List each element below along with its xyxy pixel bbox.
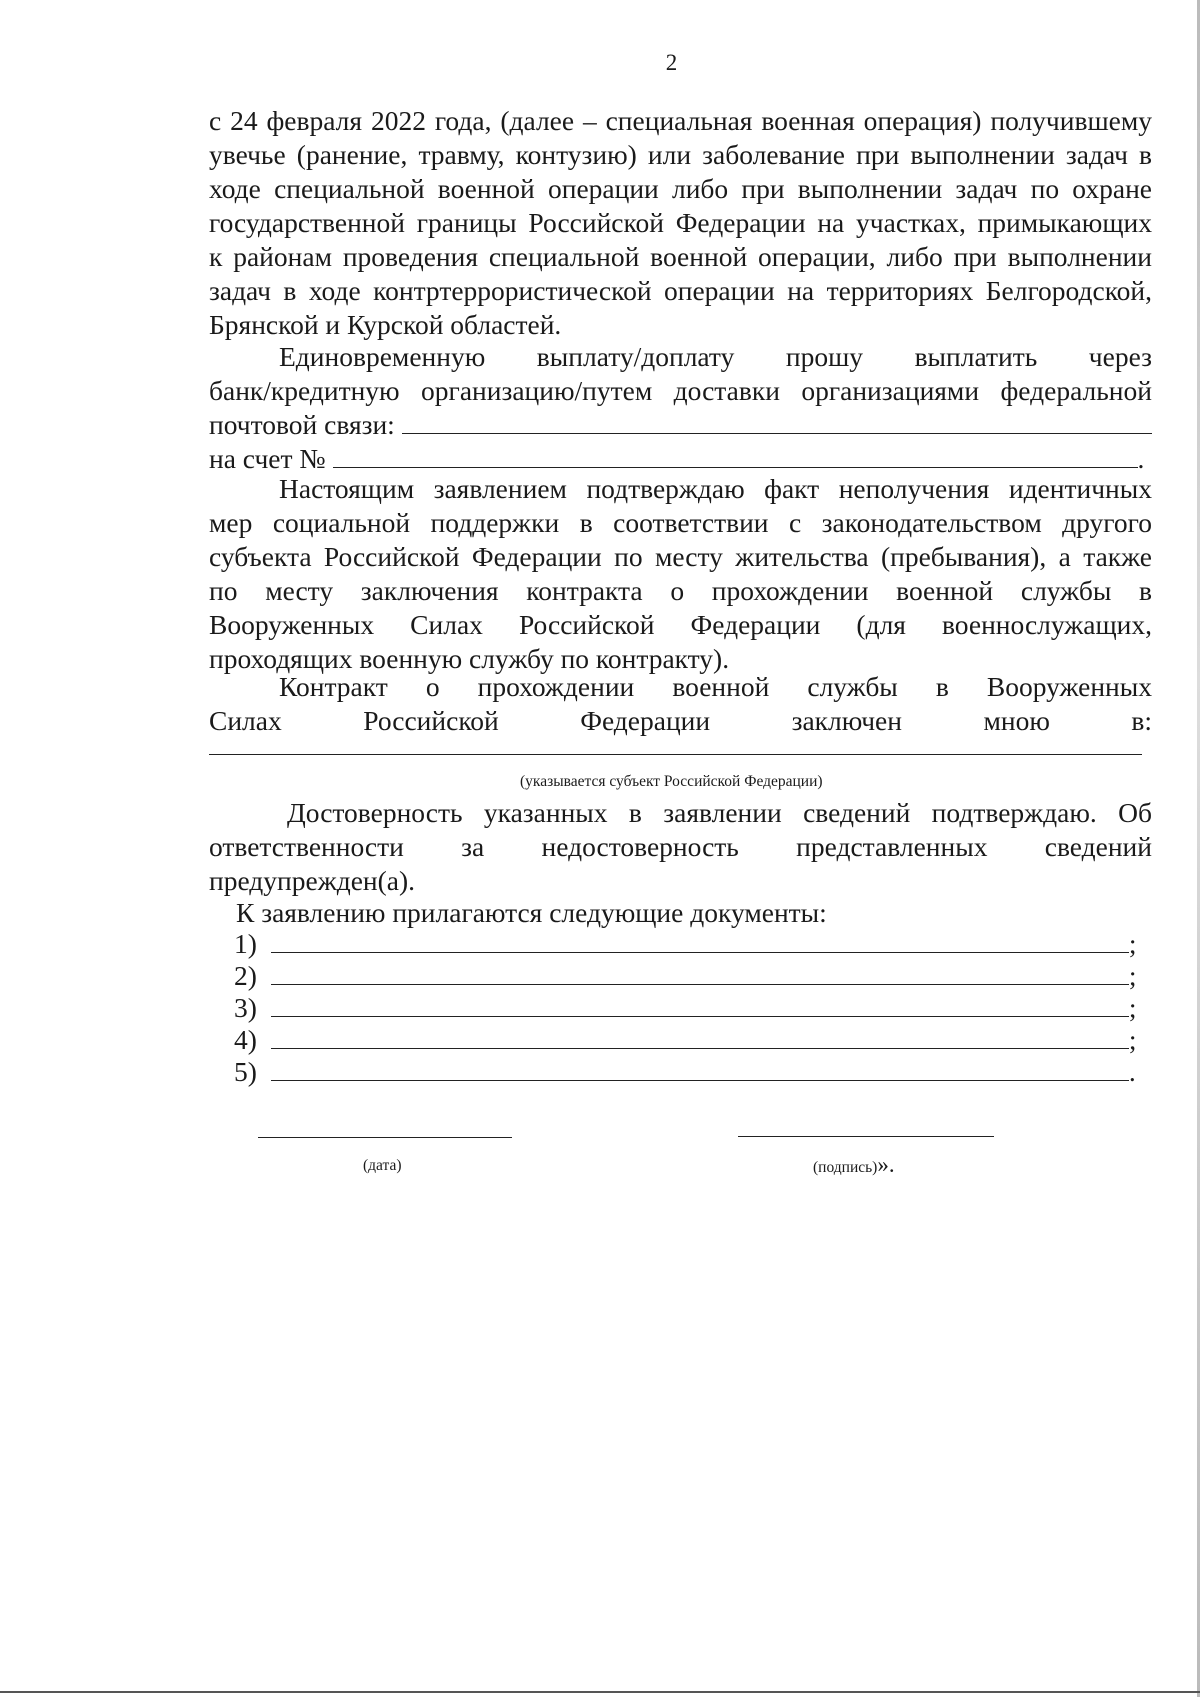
postal-field[interactable] xyxy=(402,409,1152,434)
attachment-item xyxy=(234,960,1137,992)
closing-quote: ». xyxy=(877,1152,895,1177)
paragraph-attestation xyxy=(209,796,1152,898)
date-field[interactable] xyxy=(258,1137,512,1138)
text-line: задач в ходе контртеррористической операции на территориях Белгородской, xyxy=(209,275,1152,306)
attachment-item xyxy=(234,928,1137,960)
paragraph-non-receipt xyxy=(209,472,1152,676)
scan-bottom-edge xyxy=(0,1691,1200,1693)
account-end: . xyxy=(1137,443,1145,474)
account-line xyxy=(209,442,1152,476)
attachment-item xyxy=(234,1056,1136,1088)
date-caption: (дата) xyxy=(363,1157,402,1174)
attachment-number: 4) xyxy=(234,1024,257,1055)
text-line: Силах Российской Федерации заключен мною в: xyxy=(209,705,1152,736)
page-number: 2 xyxy=(665,50,678,75)
attachment-number: 2) xyxy=(234,960,257,991)
attachment-field[interactable] xyxy=(271,1056,1129,1081)
postal-label: почтовой связи: xyxy=(209,409,395,440)
attachment-number: 5) xyxy=(234,1056,257,1087)
postal-line xyxy=(209,408,1152,442)
subject-caption: (указывается субъект Российской Федерации) xyxy=(520,773,823,790)
text-line: увечье (ранение, травму, контузию) или заболевание при выполнении задач в xyxy=(209,139,1152,170)
attachment-field[interactable] xyxy=(271,960,1129,985)
text-line: субъекта Российской Федерации по месту жительства (пребывания), а также xyxy=(209,541,1152,572)
subject-field[interactable] xyxy=(209,754,1142,755)
attachment-item xyxy=(234,992,1137,1024)
signature-field[interactable] xyxy=(738,1136,994,1137)
paragraph-payment xyxy=(209,340,1152,476)
text-line: предупрежден(а). xyxy=(209,865,416,896)
attachment-number: 1) xyxy=(234,928,257,959)
attachment-number: 3) xyxy=(234,992,257,1023)
text-line: Настоящим заявлением подтверждаю факт неполучения идентичных xyxy=(279,473,1152,504)
text-line: с 24 февраля 2022 года, (далее – специальная военная операция) получившему xyxy=(209,105,1152,136)
text-line: банк/кредитную организацию/путем доставки организациями федеральной xyxy=(209,375,1152,406)
attachment-item xyxy=(234,1024,1137,1056)
attachment-end: ; xyxy=(1128,992,1137,1023)
text-line: Достоверность указанных в заявлении сведений подтверждаю. Об xyxy=(287,797,1152,828)
attachment-field[interactable] xyxy=(271,992,1129,1017)
text-line: Единовременную выплату/доплату прошу выплатить через xyxy=(279,341,1152,372)
text-line: ответственности за недостоверность представленных сведений xyxy=(209,831,1152,862)
paragraph-injury xyxy=(209,104,1152,342)
attachment-end: . xyxy=(1128,1056,1136,1087)
signature-caption: (подпись) xyxy=(813,1159,878,1176)
attachment-end: ; xyxy=(1128,1024,1137,1055)
account-label: на счет № xyxy=(209,443,326,474)
text-line: проходящих военную службу по контракту). xyxy=(209,643,730,674)
attachments-heading: К заявлению прилагаются следующие документы: xyxy=(236,897,827,928)
account-field[interactable] xyxy=(333,443,1138,468)
text-line: мер социальной поддержки в соответствии с законодательством другого xyxy=(209,507,1152,538)
text-line: ходе специальной военной операции либо при выполнении задач по охране xyxy=(209,173,1152,204)
attachment-field[interactable] xyxy=(271,1024,1129,1049)
paragraph-contract xyxy=(209,670,1152,738)
text-line: Вооруженных Силах Российской Федерации (для военнослужащих, xyxy=(209,609,1152,640)
text-line: государственной границы Российской Федерации на участках, примыкающих xyxy=(209,207,1152,238)
text-line: Контракт о прохождении военной службы в Вооруженных xyxy=(279,671,1152,702)
attachment-end: ; xyxy=(1128,960,1137,991)
text-line: Брянской и Курской областей. xyxy=(209,309,562,340)
text-line: по месту заключения контракта о прохождении военной службы в xyxy=(209,575,1152,606)
attachment-end: ; xyxy=(1128,928,1137,959)
signature-caption-group xyxy=(813,1152,895,1178)
text-line: к районам проведения специальной военной операции, либо при выполнении xyxy=(209,241,1152,272)
attachment-field[interactable] xyxy=(271,928,1129,953)
